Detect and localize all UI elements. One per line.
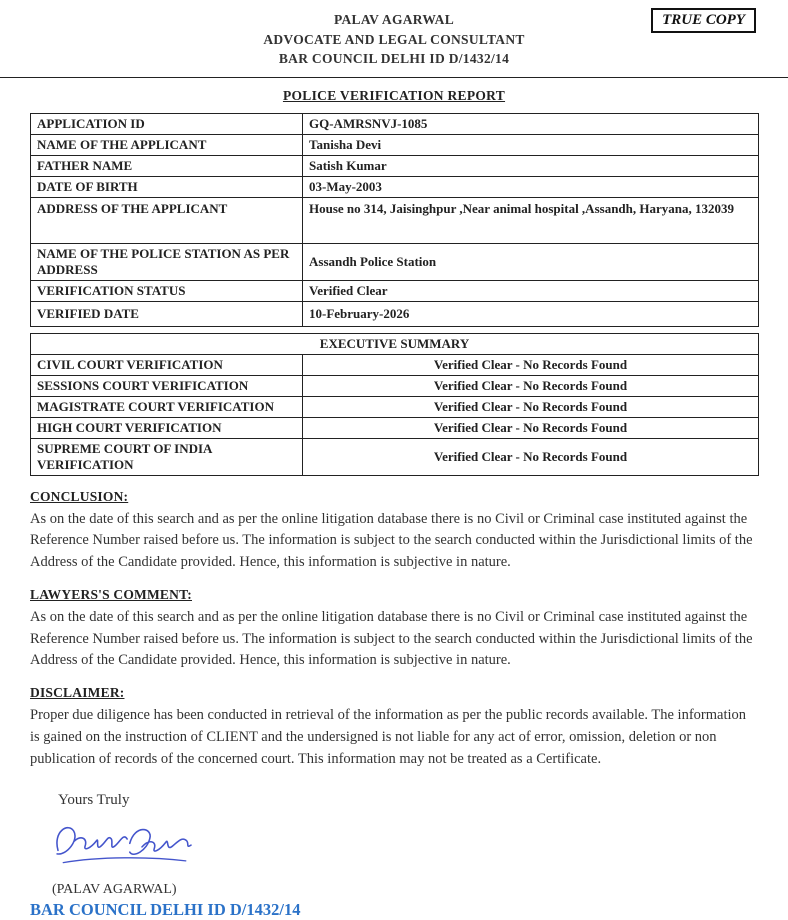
- summary-label: MAGISTRATE COURT VERIFICATION: [31, 396, 303, 417]
- table-row: [31, 301, 759, 326]
- summary-value: Verified Clear - No Records Found: [303, 438, 759, 475]
- table-row: [31, 375, 759, 396]
- table-row: [31, 176, 759, 197]
- signature-image: [44, 817, 758, 880]
- detail-value: Satish Kumar: [303, 155, 759, 176]
- advocate-name: PALAV AGARWAL: [333, 12, 455, 27]
- table-row: [31, 354, 759, 375]
- lawyers-comment-body: As on the date of this search and as per the online litigation database there is no Civil or Criminal case instituted against the Reference Number raised before us. The information is subject to the search conducted within the Jurisdictional limits of the Address of the Candidate provided. Hence, this information is subjective in nature.: [30, 608, 753, 669]
- conclusion-body: As on the date of this search and as per the online litigation database there is no Civil or Criminal case instituted against the Reference Number raised before us. The information is subject to the search conducted within the Jurisdictional limits of the Address of the Candidate provided. Hence, this information is subjective in nature.: [30, 510, 753, 571]
- table-row: [31, 280, 759, 301]
- detail-value: 03-May-2003: [303, 176, 759, 197]
- disclaimer-heading: DISCLAIMER:: [30, 685, 125, 701]
- page-title: POLICE VERIFICATION REPORT: [282, 87, 506, 103]
- closing-text: Yours Truly: [58, 792, 130, 809]
- advocate-title: ADVOCATE AND LEGAL CONSULTANT: [263, 31, 525, 47]
- summary-label: SUPREME COURT OF INDIA VERIFICATION: [31, 438, 303, 475]
- summary-label: SESSIONS COURT VERIFICATION: [31, 375, 303, 396]
- detail-value: House no 314, Jaisinghpur ,Near animal hospital ,Assandh, Haryana, 132039: [303, 197, 759, 243]
- handwritten-signature-icon: [44, 817, 219, 875]
- disclaimer-section: [30, 685, 758, 770]
- table-row: [31, 113, 759, 134]
- detail-value: 10-February-2026: [303, 301, 759, 326]
- true-copy-stamp: TRUE COPY: [651, 8, 756, 33]
- signatory-name: (PALAV AGARWAL): [52, 882, 177, 898]
- table-row: [31, 396, 759, 417]
- summary-value: Verified Clear - No Records Found: [303, 354, 759, 375]
- bar-council-id-line: BAR COUNCIL DELHI ID D/1432/14: [30, 900, 301, 920]
- conclusion-heading: CONCLUSION:: [30, 488, 129, 504]
- detail-label: NAME OF THE APPLICANT: [31, 134, 303, 155]
- applicant-details-table: [30, 113, 759, 327]
- detail-label: APPLICATION ID: [31, 113, 303, 134]
- table-row: [31, 417, 759, 438]
- lawyers-comment-section: [30, 587, 758, 672]
- detail-label: NAME OF THE POLICE STATION AS PER ADDRESS: [31, 243, 303, 280]
- summary-value: Verified Clear - No Records Found: [303, 375, 759, 396]
- conclusion-section: [30, 489, 758, 574]
- table-row: [31, 197, 759, 243]
- detail-value: Verified Clear: [303, 280, 759, 301]
- detail-label: FATHER NAME: [31, 155, 303, 176]
- detail-value: Tanisha Devi: [303, 134, 759, 155]
- detail-label: VERIFICATION STATUS: [31, 280, 303, 301]
- summary-label: HIGH COURT VERIFICATION: [31, 417, 303, 438]
- executive-summary-title: EXECUTIVE SUMMARY: [31, 333, 759, 354]
- document-content: [0, 113, 788, 920]
- summary-label: CIVIL COURT VERIFICATION: [31, 354, 303, 375]
- detail-label: VERIFIED DATE: [31, 301, 303, 326]
- detail-label: ADDRESS OF THE APPLICANT: [31, 197, 303, 243]
- table-row: [31, 134, 759, 155]
- advocate-bar-id: BAR COUNCIL DELHI ID D/1432/14: [278, 51, 510, 67]
- detail-value: GQ-AMRSNVJ-1085: [303, 113, 759, 134]
- table-row: [31, 243, 759, 280]
- table-row: [31, 155, 759, 176]
- table-row: [31, 438, 759, 475]
- disclaimer-body: Proper due diligence has been conducted in retrieval of the information as per the public records available. The information is gained on the instruction of CLIENT and the undersigned is not liable for any act of error, omission, deletion or non publication of records of the concerned court. This information may not be treated as a Certificate.: [30, 707, 747, 767]
- detail-label: DATE OF BIRTH: [31, 176, 303, 197]
- summary-value: Verified Clear - No Records Found: [303, 417, 759, 438]
- detail-value: Assandh Police Station: [303, 243, 759, 280]
- lawyers-comment-heading: LAWYERS'S COMMENT:: [30, 586, 192, 602]
- header-divider: [0, 77, 788, 78]
- summary-value: Verified Clear - No Records Found: [303, 396, 759, 417]
- table-row: [31, 333, 759, 354]
- executive-summary-table: [30, 333, 759, 476]
